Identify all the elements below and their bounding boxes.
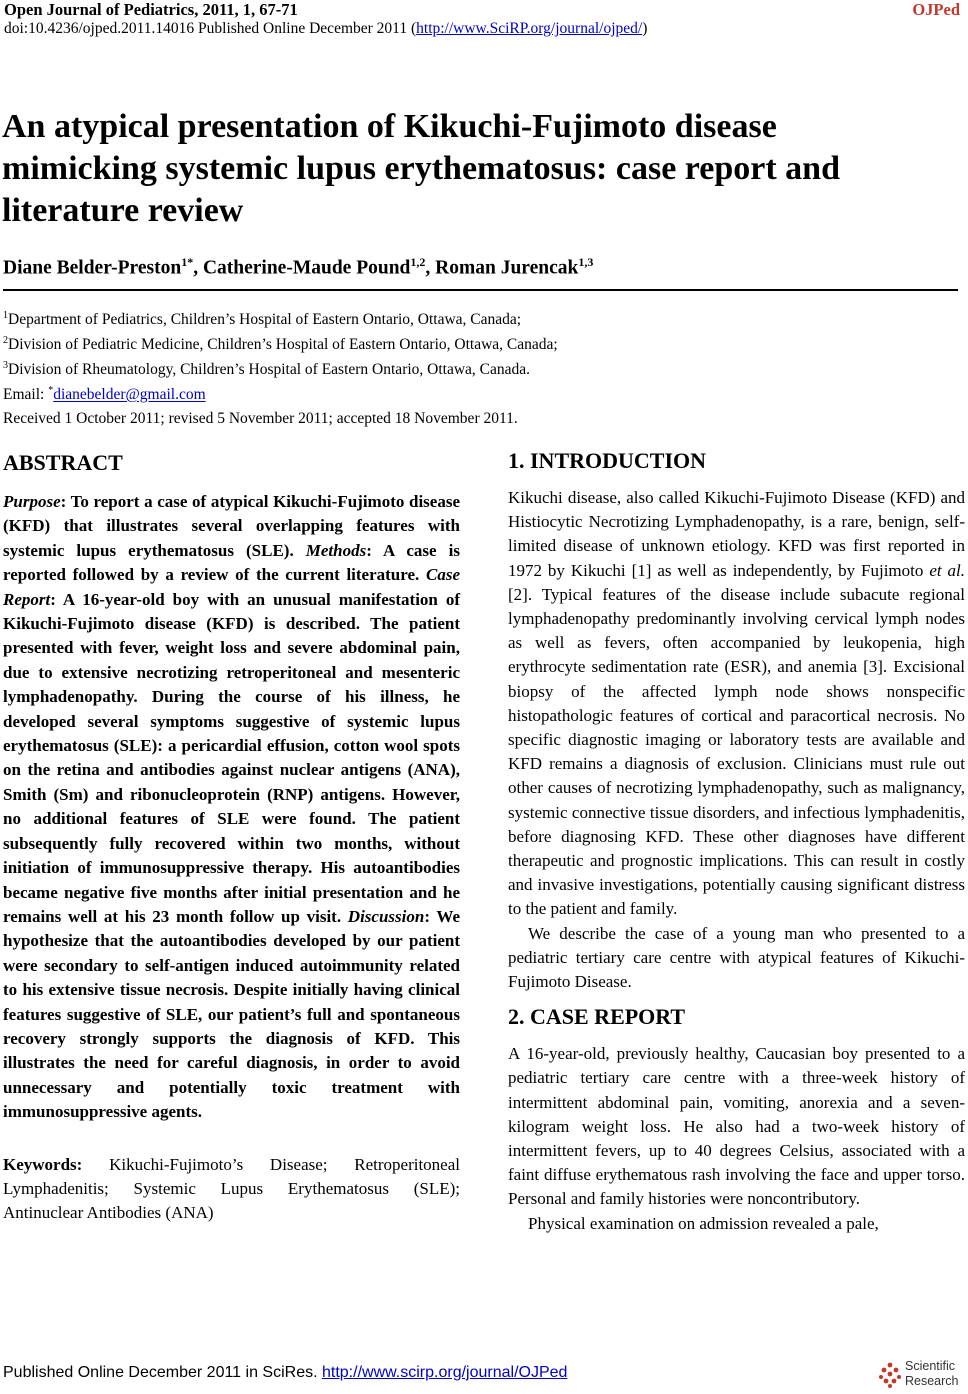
received-dates: Received 1 October 2011; revised 5 November 2011; accepted 18 November 2011. [3,410,518,427]
case-report-heading: 2. CASE REPORT [508,1004,686,1030]
abstract-body: Purpose: To report a case of atypical Kikuchi-Fujimoto disease (KFD) that illustrates several overlapping features with systemic lupus erythematosus (SLE). Methods: A case is reported followed by a review of the current literature. Case Report: A 16-year-old boy with an unusual manifestation of Kikuchi-Fujimoto disease (KFD) is described. The patient presented with fever, weight loss and severe abdominal pain, due to extensive necrotizing retroperitoneal and mesenteric lymphadenopathy. During the course of his illness, he developed several symptoms suggestive of systemic lupus erythematosus (SLE): a pericardial effusion, cotton wool spots on the retina and antibodies against nuclear antigens (ANA), Smith (Sm) and ribonucleoprotein (RNP) antigens. However, no additional features of SLE were found. The patient subsequently fully recovered within two months, without initiation of immunosuppressive therapy. His autoantibodies became negative five months after initial presentation and he remains well at his 23 month follow up visit. Discussion: We hypothesize that the autoantibodies developed by our patient were secondary to self-antigen induced autoimmunity related to his extensive tissue necrosis. Despite initially having clinical features suggestive of SLE, our patient’s full and spontaneous recovery strongly supports the diagnosis of KFD. This illustrates the need for careful diagnosis, in order to avoid unnecessary and potentially toxic treatment with immunosuppressive agents. [3,492,460,1122]
case-paragraph: A 16-year-old, previously healthy, Caucasian boy presented to a pediatric tertiary care centre with a three-week history of intermittent abdominal pain, vomiting, anorexia and a seven-kilogram weight loss. He also had a two-week history of intermittent fevers, up to 40 degrees Celsius, associated with a faint diffuse erythematous rash involving the face and upper torso. Personal and family histories were noncontributory. [508,1044,965,1209]
intro-paragraph: We describe the case of a young man who presented to a pediatric tertiary care centre with atypical features of Kikuchi-Fujimoto Disease. [508,923,965,992]
abstract-heading: ABSTRACT [3,450,123,475]
author-name: Roman Jurencak [435,257,579,279]
affiliations [3,305,558,406]
journal-link[interactable]: http://www.SciRP.org/journal/ojped/ [416,20,643,37]
doi-prefix: doi:10.4236/ojped.2011.14016 Published Online December 2011 ( [4,20,417,37]
left-column [3,450,460,1226]
journal-abbrev: OJPed [912,0,960,19]
author-affil-sup: 1* [181,255,194,269]
affiliation: $^2$Division of Pediatric Medicine, Children’s Hospital of Eastern Ontario, Ottawa, Canada; [3,335,558,354]
affiliation: $^3$Division of Rheumatology, Children’s Hospital of Eastern Ontario, Ottawa, Canada. [3,360,531,379]
logo-text: Scientific Research [905,1359,959,1388]
scientific-research-logo-icon [878,1362,902,1388]
journal-citation: Open Journal of Pediatrics, 2011, 1, 67-71 [4,0,298,19]
footer: Published Online December 2011 in SciRes. http://www.scirp.org/journal/OJPed [3,1364,568,1381]
article-title: An atypical presentation of Kikuchi-Fujimoto disease mimicking systemic lupus erythematosus: case report and literature review [2,108,840,229]
footer-link[interactable]: http://www.scirp.org/journal/OJPed [321,1364,568,1381]
author-list: Diane Belder-Preston$^{1*}$, Catherine-Maude Pound$^{1,2}$, Roman Jurencak$^{1,3}$ [3,255,594,279]
doi-suffix: ) [642,20,648,37]
intro-paragraph: Kikuchi disease, also called Kikuchi-Fujimoto Disease (KFD) and Histiocytic Necrotizing Lymphadenopathy, is a rare, benign, self-limited disease of unknown etiology. KFD was first reported in 1972 by Kikuchi [1] as well as independently, by Fujimoto et al. [2]. Typical features of the disease include subacute regional lymphadenopathy predominantly involving cervical lymph nodes as well as fevers, often accompanied by leukopenia, high erythrocyte sedimentation rate (ESR), and anemia [3]. Excisional biopsy of the affected lymph node shows nonspecific histopathologic features of cortical and paracortical necrosis. No specific diagnostic imaging or laboratory tests are available and KFD remains a diagnosis of exclusion. Clinicians must rule out other causes of necrotizing lymphadenopathy, such as malignancy, systemic connective tissue disorders, and infectious lymphadenitis, before diagnosing KFD. These other diagnoses have different therapeutic and prognostic implications. This can result in costly and invasive investigations, potentially causing significant distress to the patient and family. [508,488,966,919]
author-affil-sup: 1,2 [410,255,426,269]
email-line: Email: *dianebelder@gmail.com [3,385,206,404]
author-name: Diane Belder-Preston [3,257,182,279]
affiliation: $^1$Department of Pediatrics, Children’s Hospital of Eastern Ontario, Ottawa, Canada; [3,310,522,329]
case-paragraph: Physical examination on admission revealed a pale, [528,1213,879,1233]
right-column [508,448,965,1236]
title-divider [3,289,958,291]
keywords: Keywords: Kikuchi-Fujimoto’s Disease; Retroperitoneal Lymphadenitis; Systemic Lupus Erythematosus (SLE); Antinuclear Antibodies (ANA) [3,1154,460,1223]
doi-line [4,20,647,38]
author-name: Catherine-Maude Pound [202,257,411,279]
publisher-logo [878,1358,966,1392]
introduction-heading: 1. INTRODUCTION [508,448,707,473]
email-link[interactable]: dianebelder@gmail.com [53,386,206,404]
author-affil-sup: 1,3 [578,255,594,269]
